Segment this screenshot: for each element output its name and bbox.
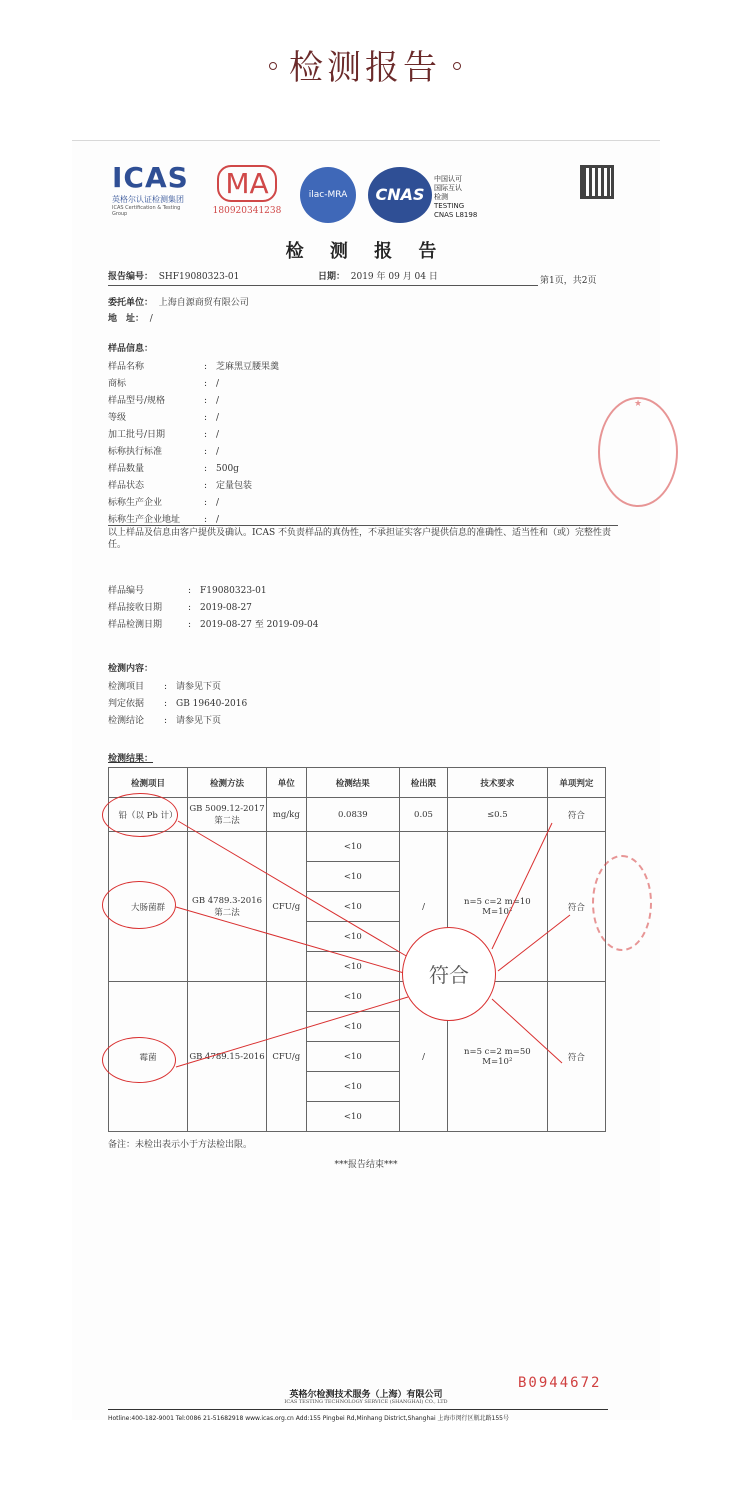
annotation-line (498, 915, 570, 971)
row-value: F19080323-01 (200, 586, 267, 596)
test-content-heading-text: 检测内容： (108, 664, 154, 674)
result-cell: <10 (306, 1102, 400, 1132)
table-note: 备注：未检出表示小于方法检出限。 (108, 1140, 253, 1150)
row-key: 判定依据 (108, 699, 145, 709)
client-address-value: / (149, 314, 153, 324)
requirement-cell: ≤0.5 (447, 798, 547, 832)
judgement-cell: 符合 (547, 798, 605, 832)
ilac-mra-logo: ilac-MRA (300, 167, 356, 223)
row-key: 样品检测日期 (108, 620, 163, 630)
unit-cell: mg/kg (267, 798, 307, 832)
column-header: 检测方法 (188, 768, 267, 798)
row-key: 检测结论 (108, 716, 145, 726)
annotation-line (176, 907, 404, 973)
row-value: 请参见下页 (176, 682, 222, 692)
annotation-line (176, 997, 408, 1067)
row-value: 芝麻黑豆腰果羹 (216, 362, 280, 372)
row-value: 2019-08-27 至 2019-09-04 (200, 620, 319, 630)
cnas-logo: CNAS (368, 167, 432, 223)
report-end: ***报告结束*** (334, 1160, 398, 1170)
cma-mark: MA (217, 165, 276, 202)
row-value: / (216, 447, 220, 457)
row-value: / (216, 498, 220, 508)
column-header: 检出限 (400, 768, 448, 798)
requirement-cell: n=5 c=2 m=10 M=10² (447, 832, 547, 982)
item-cell: 铅（以 Pb 计） (109, 798, 188, 832)
icas-logo-cn: 英格尔认证检测集团 (112, 195, 184, 204)
row-key: 检测项目 (108, 682, 145, 692)
sample-info-heading-text: 样品信息： (108, 344, 154, 354)
circle-ornament-icon (269, 62, 277, 70)
footer-company-en: ICAS TESTING TECHNOLOGY SERVICE (SHANGHAI) CO., LTD (284, 1399, 448, 1405)
result-cell: <10 (306, 922, 400, 952)
row-key: 样品接收日期 (108, 603, 163, 613)
column-header: 单位 (267, 768, 307, 798)
method-cell: GB 5009.12-2017 第二法 (188, 798, 267, 832)
annotation-line (178, 821, 408, 957)
row-value: / (216, 396, 220, 406)
report-date-value: 2019 年 09 月 04 日 (350, 272, 438, 282)
circle-ornament-icon (453, 62, 461, 70)
method-cell: GB 4789.3-2016 第二法 (188, 832, 267, 982)
result-cell: <10 (306, 952, 400, 982)
report-date-label: 日期： (318, 272, 346, 282)
cnas-line: CNAS L8198 (434, 211, 478, 219)
row-value: / (216, 515, 220, 525)
sample-info-row: 样品数量 : 500g (108, 461, 239, 474)
sample-info-row: 样品型号/规格 : / (108, 393, 219, 406)
item-cell: 霉菌 (109, 982, 188, 1132)
cnas-line: 中国认可 (434, 175, 462, 183)
judgement-cell: 符合 (547, 832, 605, 982)
results-heading-text: 检测结果： (108, 754, 154, 764)
row-key: 标称生产企业地址 (108, 515, 181, 525)
result-cell: <10 (306, 862, 400, 892)
test-content-row: 判定依据 : GB 19640-2016 (108, 696, 247, 709)
limit-cell: 0.05 (400, 798, 448, 832)
page-indicator: 第1页，共2页 (540, 276, 597, 286)
row-value: GB 19640-2016 (176, 699, 248, 709)
row-value: / (216, 413, 220, 423)
footer-company-cn: 英格尔检测技术服务（上海）有限公司 (289, 1390, 443, 1400)
annotation-line (492, 823, 552, 949)
requirement-cell: n=5 c=2 m=50 M=10² (447, 982, 547, 1132)
cnas-line: TESTING (434, 202, 465, 210)
judgement-cell: 符合 (547, 982, 605, 1132)
document-title: 检 测 报 告 (285, 241, 447, 262)
limit-cell: / (400, 832, 448, 982)
client-unit-label: 委托单位： (108, 298, 154, 308)
cnas-line: 国际互认 (434, 184, 462, 192)
sample-info-row: 等级 : / (108, 410, 219, 423)
divider (108, 1409, 608, 1410)
sample-info-row: 商标 : / (108, 376, 219, 389)
sample-date-row: 样品编号 : F19080323-01 (108, 583, 267, 596)
row-key: 样品状态 (108, 481, 145, 491)
result-cell: <10 (306, 892, 400, 922)
sample-info-row: 标称生产企业 : / (108, 495, 219, 508)
result-cell: 0.0839 (306, 798, 400, 832)
row-key: 标称生产企业 (108, 498, 163, 508)
page-heading-text: 检测报告 (289, 48, 441, 88)
sample-date-row: 样品检测日期 : 2019-08-27 至 2019-09-04 (108, 617, 319, 630)
row-value: / (216, 430, 220, 440)
row-key: 等级 (108, 413, 127, 423)
sample-date-row: 样品接收日期 : 2019-08-27 (108, 600, 252, 613)
test-content-row: 检测项目 : 请参见下页 (108, 679, 221, 692)
test-content-row: 检测结论 : 请参见下页 (108, 713, 221, 726)
row-key: 样品编号 (108, 586, 145, 596)
row-value: / (216, 379, 220, 389)
report-number-value: SHF19080323-01 (158, 272, 240, 282)
cnas-line: 检测 (434, 193, 448, 201)
sample-info-row: 样品名称 : 芝麻黑豆腰果羹 (108, 359, 279, 372)
disclaimer: 以上样品及信息由客户提供及确认。ICAS 不负责样品的真伪性，不承担证实客户提供信息的准确性、适当性和（或）完整性责任。 (108, 528, 611, 550)
row-value: 2019-08-27 (200, 603, 252, 613)
icas-logo-text: ICAS (112, 161, 189, 194)
column-header: 单项判定 (547, 768, 605, 798)
serial-number: B0944672 (518, 1375, 602, 1391)
row-value: 500g (216, 464, 239, 474)
report-document (72, 140, 660, 1420)
column-header: 技术要求 (447, 768, 547, 798)
sample-info-row: 标称执行标准 : / (108, 444, 219, 457)
row-key: 商标 (108, 379, 127, 389)
row-key: 样品名称 (108, 362, 145, 372)
limit-cell: / (400, 982, 448, 1132)
annotation-line (492, 999, 562, 1063)
column-header: 检测结果 (306, 768, 400, 798)
result-cell: <10 (306, 1072, 400, 1102)
annotation-circle (102, 793, 178, 837)
row-value: 请参见下页 (176, 716, 222, 726)
row-value: 定量包装 (216, 481, 253, 491)
row-key: 样品型号/规格 (108, 396, 166, 406)
pass-annotation: 符合 (402, 927, 496, 1021)
result-cell: <10 (306, 982, 400, 1012)
result-cell: <10 (306, 1042, 400, 1072)
report-number-label: 报告编号： (108, 272, 154, 282)
footer-contact: Hotline:400-182-9001 Tel:0086 21-51682918 www.icas.org.cn Add:155 Pingbei Rd,Minhang District,Shanghai 上海市闵行区瓶北路155号 (108, 1415, 509, 1422)
sample-info-row: 加工批号/日期 : / (108, 427, 219, 440)
result-cell: <10 (306, 1012, 400, 1042)
column-header: 检测项目 (109, 768, 188, 798)
page-heading (0, 40, 730, 89)
result-cell: <10 (306, 832, 400, 862)
unit-cell: CFU/g (267, 832, 307, 982)
row-key: 加工批号/日期 (108, 430, 166, 440)
client-address-label: 地 址： (108, 314, 145, 324)
row-key: 标称执行标准 (108, 447, 163, 457)
method-cell: GB 4789.15-2016 (188, 982, 267, 1132)
row-key: 样品数量 (108, 464, 145, 474)
annotation-lines (72, 141, 660, 1421)
annotation-circle (102, 1037, 176, 1083)
item-cell: 大肠菌群 (109, 832, 188, 982)
sample-info-row: 样品状态 : 定量包装 (108, 478, 252, 491)
unit-cell: CFU/g (267, 982, 307, 1132)
client-unit-value: 上海自源商贸有限公司 (158, 298, 249, 308)
official-seal-stamp (592, 855, 652, 951)
cma-number: 180920341238 (212, 206, 282, 216)
annotation-circle (102, 881, 176, 929)
icas-logo-en: ICAS Certification & Testing Group (112, 205, 181, 217)
sample-info-row: 标称生产企业地址 : / (108, 512, 219, 525)
official-seal-stamp: ★ (598, 397, 678, 507)
